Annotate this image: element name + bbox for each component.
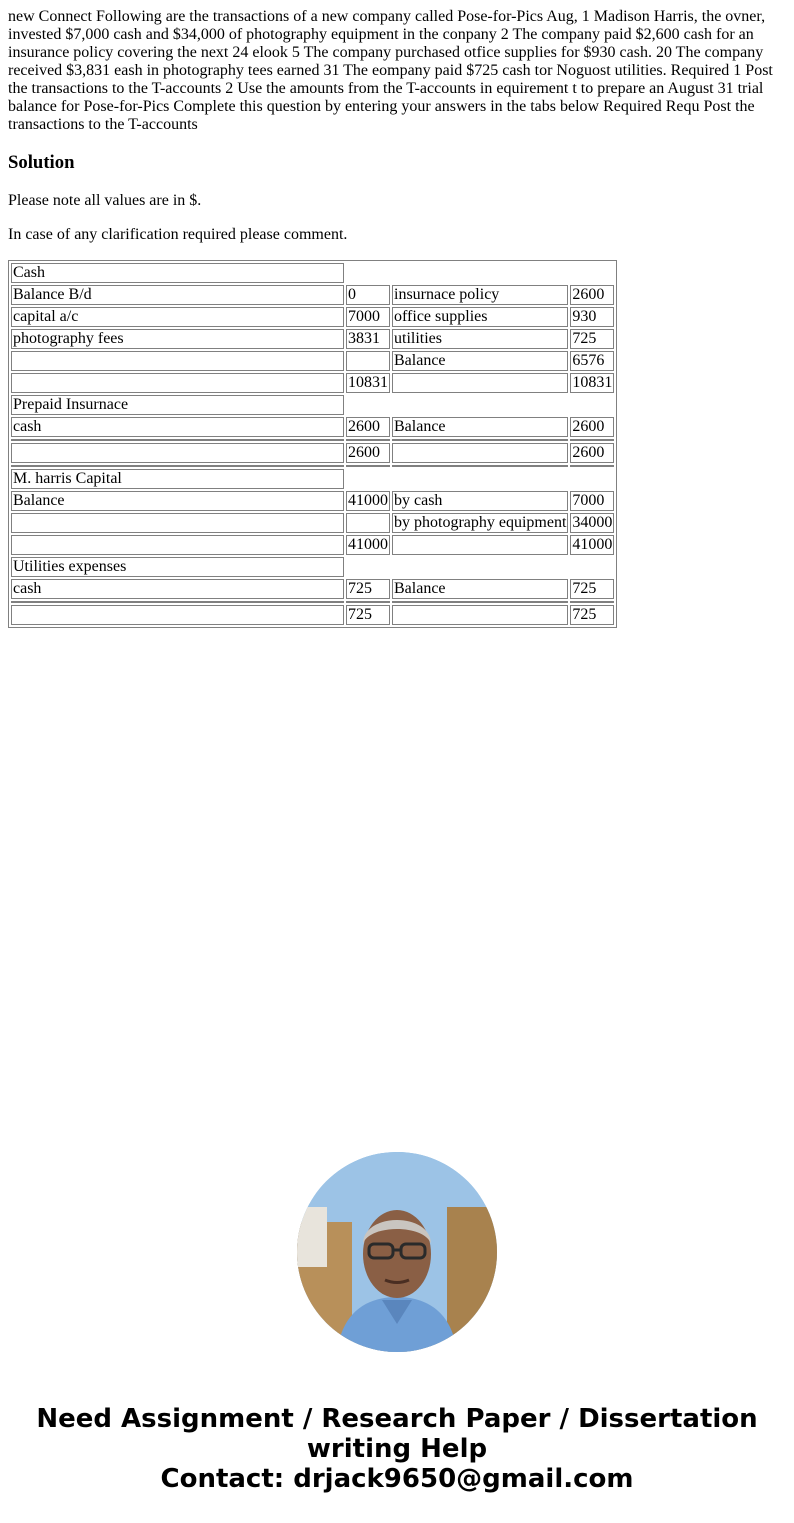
promo-text xyxy=(0,1404,794,1494)
account-title-row xyxy=(11,469,614,489)
credit-amount: 6576 xyxy=(570,351,614,371)
debit-label: photography fees xyxy=(11,329,344,349)
debit-label: Balance xyxy=(11,491,344,511)
debit-label xyxy=(11,535,344,555)
debit-amount: 7000 xyxy=(346,307,390,327)
debit-amount: 0 xyxy=(346,285,390,305)
credit-label xyxy=(392,373,568,393)
promo-line-1: Need Assignment / Research Paper / Dissertation xyxy=(36,1404,758,1434)
credit-label: Balance xyxy=(392,579,568,599)
promo-contact: Contact: drjack9650@gmail.com xyxy=(160,1464,634,1494)
note-values: Please note all values are in $. xyxy=(8,192,202,209)
debit-amount xyxy=(346,513,390,533)
table-row xyxy=(11,579,614,599)
credit-amount: 34000 xyxy=(572,514,613,531)
credit-label: office supplies xyxy=(392,307,568,327)
account-title-utilities: Utilities expenses xyxy=(11,557,344,577)
credit-total: 41000 xyxy=(572,536,613,553)
credit-label: by cash xyxy=(392,491,568,511)
table-row xyxy=(11,417,614,437)
credit-amount: 930 xyxy=(570,307,614,327)
separator-row xyxy=(11,439,614,441)
debit-total: 725 xyxy=(346,605,390,625)
credit-label: by photography equipment xyxy=(394,514,567,531)
account-title-row xyxy=(11,557,614,577)
credit-amount: 7000 xyxy=(570,491,614,511)
debit-amount: 41000 xyxy=(348,492,388,509)
credit-total: 10831 xyxy=(572,374,613,391)
total-row xyxy=(11,535,614,555)
credit-label: utilities xyxy=(392,329,568,349)
credit-label xyxy=(392,605,568,625)
promo-line-2: writing Help xyxy=(306,1434,488,1464)
credit-label xyxy=(392,535,568,555)
table-row xyxy=(11,491,614,511)
account-title-row xyxy=(11,263,614,283)
debit-label: capital a/c xyxy=(11,307,344,327)
separator-row xyxy=(11,465,614,467)
credit-total: 725 xyxy=(570,605,614,625)
debit-label xyxy=(11,443,344,463)
credit-label: Balance xyxy=(392,417,568,437)
credit-amount: 725 xyxy=(570,329,614,349)
total-row xyxy=(11,443,614,463)
question-text: new Connect Following are the transactions of a new company called Pose-for-Pics Aug, 1 Madison Harris, the ovner, invested $7,000 cash and $34,000 of photography equipment in the conpany 2 The company paid $2,600 cash for an insurance policy covering the next 24 elook 5 The company purchased otfice supplies for $930 cash. 20 The company received $3,831 eash in photography tees earned 31 The eompany paid $725 cash tor Noguost utilities. Required 1 Post the transactions to the T-accounts 2 Use the amounts from the T-accounts in equirement t to prepare an August 31 trial balance for Pose-for-Pics Complete this question by entering your answers in the tabs below Required Requ Post the transactions to the T-accounts xyxy=(8,8,773,133)
debit-amount xyxy=(346,351,390,371)
t-accounts-table xyxy=(8,260,617,628)
author-portrait-image xyxy=(297,1152,497,1352)
table-row xyxy=(11,329,614,349)
table-row xyxy=(11,307,614,327)
credit-amount: 2600 xyxy=(570,417,614,437)
total-row xyxy=(11,605,614,625)
debit-amount: 3831 xyxy=(346,329,390,349)
account-title-prepaid-insurance: Prepaid Insurnace xyxy=(11,395,344,415)
debit-label: cash xyxy=(11,579,344,599)
debit-label xyxy=(11,605,344,625)
credit-total: 2600 xyxy=(570,443,614,463)
credit-label: insurnace policy xyxy=(392,285,568,305)
debit-total: 2600 xyxy=(346,443,390,463)
debit-label xyxy=(11,373,344,393)
debit-amount: 2600 xyxy=(346,417,390,437)
promo-section xyxy=(0,1152,794,1494)
debit-total: 10831 xyxy=(348,374,388,391)
credit-label: Balance xyxy=(392,351,568,371)
debit-label: cash xyxy=(11,417,344,437)
table-row xyxy=(11,513,614,533)
account-title-capital: M. harris Capital xyxy=(11,469,344,489)
debit-label xyxy=(11,351,344,371)
author-avatar xyxy=(297,1152,497,1352)
credit-label xyxy=(392,443,568,463)
table-row xyxy=(11,285,614,305)
note-clarification: In case of any clarification required please comment. xyxy=(8,226,348,243)
debit-label xyxy=(11,513,344,533)
total-row xyxy=(11,373,614,393)
credit-amount: 725 xyxy=(570,579,614,599)
separator-row xyxy=(11,601,614,603)
debit-amount: 725 xyxy=(346,579,390,599)
solution-heading: Solution xyxy=(8,152,75,173)
page-content xyxy=(0,0,794,628)
debit-total: 41000 xyxy=(348,536,388,553)
credit-amount: 2600 xyxy=(570,285,614,305)
account-title-cash: Cash xyxy=(11,263,344,283)
table-row xyxy=(11,351,614,371)
account-title-row xyxy=(11,395,614,415)
debit-label: Balance B/d xyxy=(11,285,344,305)
